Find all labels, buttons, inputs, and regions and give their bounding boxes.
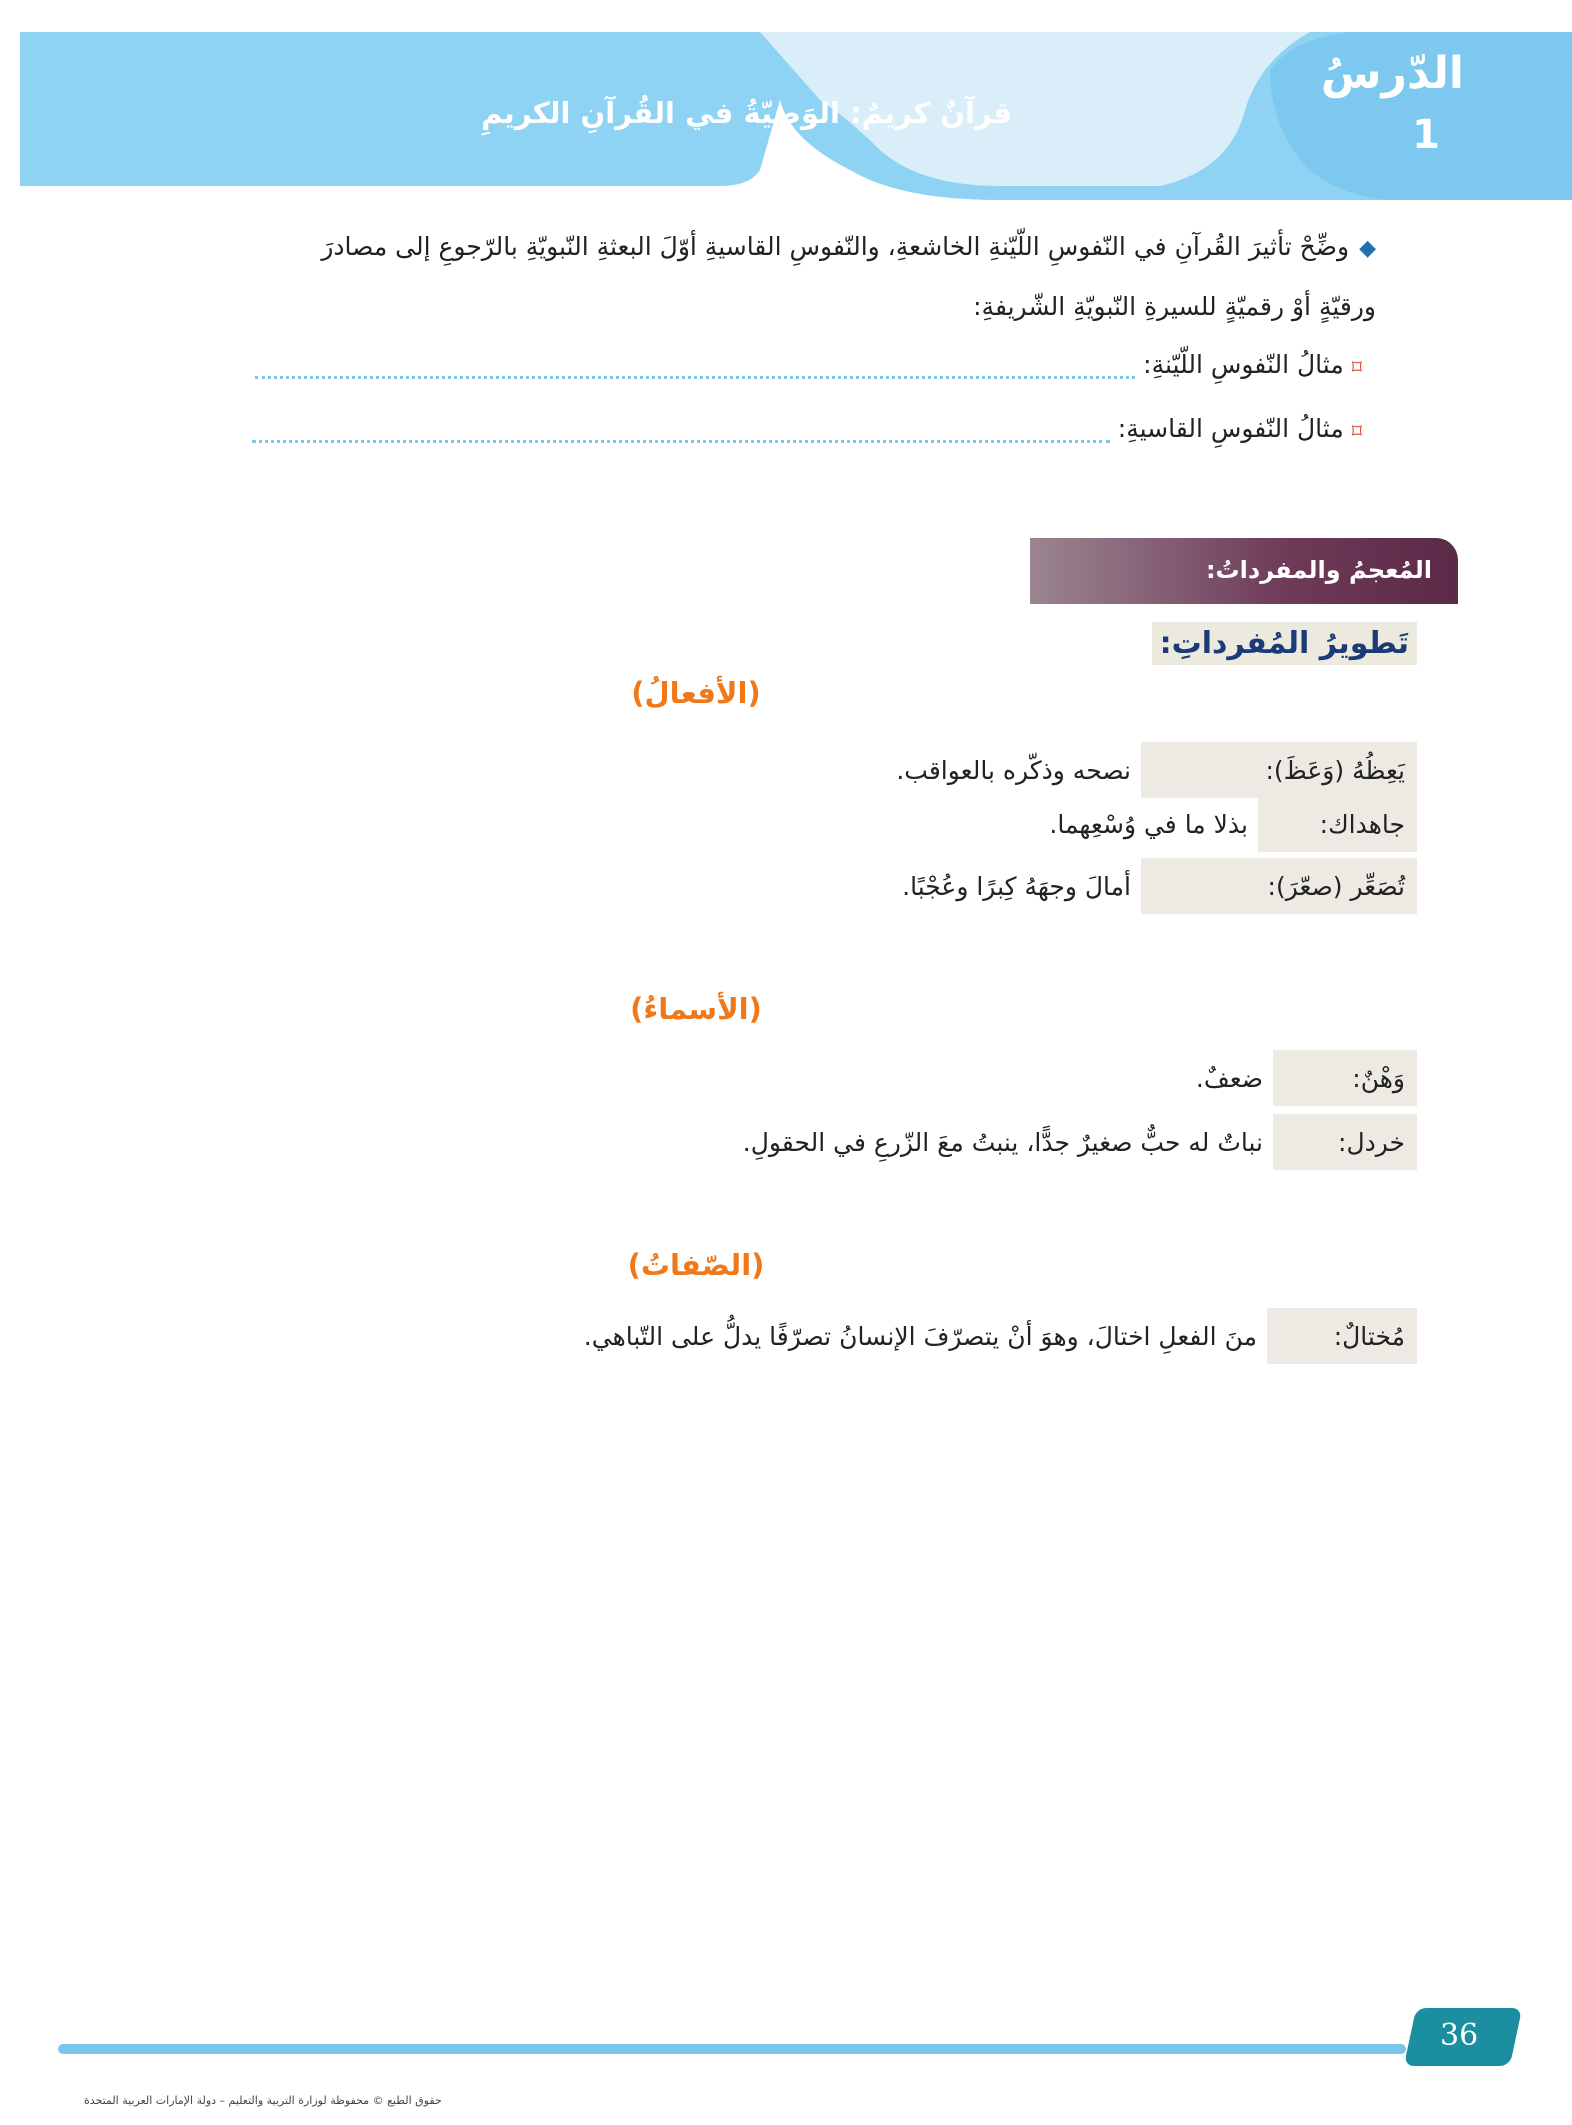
lesson-label: الدّرسُ	[1320, 48, 1464, 99]
category-nouns: (الأسماءُ)	[630, 992, 762, 1026]
answer-line-hard[interactable]	[252, 418, 1110, 443]
page-number: 36	[1440, 2018, 1479, 2053]
category-adjectives: (الصّفاتُ)	[627, 1248, 765, 1282]
footer-bar	[58, 2044, 1406, 2054]
section-banner-title: المُعجمُ والمفرداتُ:	[1205, 556, 1432, 584]
star-bullet-icon: ⌑	[1351, 355, 1362, 379]
question-line-1	[196, 232, 1376, 261]
category-verbs: (الأفعالُ)	[631, 676, 761, 710]
vocab-term: جاهداك:	[1258, 796, 1417, 852]
vocab-term: مُختالٌ:	[1267, 1308, 1417, 1364]
question-text-2: ورقيّةٍ أوْ رقميّةٍ للسيرةِ النّبويّةِ الشّريفةِ:	[973, 292, 1376, 321]
example-hard-label: مثالُ النّفوسِ القاسيةِ:	[1117, 414, 1344, 443]
vocab-row	[886, 742, 1417, 798]
vocab-term: يَعِظُهُ (وَعَظَ):	[1141, 742, 1417, 798]
example-soft-row	[255, 350, 1362, 379]
vocab-definition: منَ الفعلِ اختالَ، وهوَ أنْ يتصرّفَ الإنسانُ تصرّفًا يدلُّ على التّباهي.	[583, 1321, 1257, 1351]
vocab-row	[574, 1308, 1417, 1364]
vocab-definition: نباتٌ له حبٌّ صغيرٌ جدًّا، ينبتُ معَ الزّرعِ في الحقولِ.	[742, 1127, 1263, 1157]
question-line-2	[196, 292, 1376, 321]
vocab-term: خردل:	[1273, 1114, 1417, 1170]
vocab-definition: أمالَ وجهَهُ كِبرًا وعُجْبًا.	[902, 871, 1131, 901]
vocab-definition: ضعفٌ.	[1195, 1063, 1263, 1093]
question-text-1: وضِّحْ تأثيرَ القُرآنِ في النّفوسِ اللّيّنةِ الخاشعةِ، والنّفوسِ القاسيةِ أوّلَ البعثةِ النّبويّةِ بالرّجوعِ إلى مصادرَ	[321, 232, 1350, 261]
lesson-title: قرآنٌ كريمٌ: الوَصيّةُ في القُرآنِ الكريمِ	[481, 96, 1012, 130]
vocab-definition: نصحه وذكّره بالعواقب.	[896, 755, 1131, 785]
copyright-notice: حقوق الطبع © محفوظة لوزارة التربية والتعليم – دولة الإمارات العربية المتحدة	[84, 2094, 442, 2107]
answer-line-soft[interactable]	[255, 354, 1135, 379]
example-soft-label: مثالُ النّفوسِ اللّيّنةِ:	[1143, 350, 1344, 379]
vocab-row	[1186, 1050, 1417, 1106]
star-bullet-icon: ⌑	[1351, 419, 1362, 443]
example-hard-row	[252, 414, 1362, 443]
vocab-term: تُصَعِّر (صعّرَ):	[1141, 858, 1417, 914]
subheading: تَطويرُ المُفرداتِ:	[1152, 622, 1417, 665]
vocab-row	[733, 1114, 1417, 1170]
vocab-row	[892, 858, 1417, 914]
vocab-term: وَهْنٌ:	[1273, 1050, 1417, 1106]
lesson-header	[0, 0, 1572, 200]
vocab-definition: بذلا ما في وُسْعِهما.	[1049, 809, 1248, 839]
lesson-number: 1	[1412, 112, 1440, 158]
diamond-bullet-icon: ◆	[1359, 236, 1376, 261]
vocab-row	[1039, 796, 1417, 852]
